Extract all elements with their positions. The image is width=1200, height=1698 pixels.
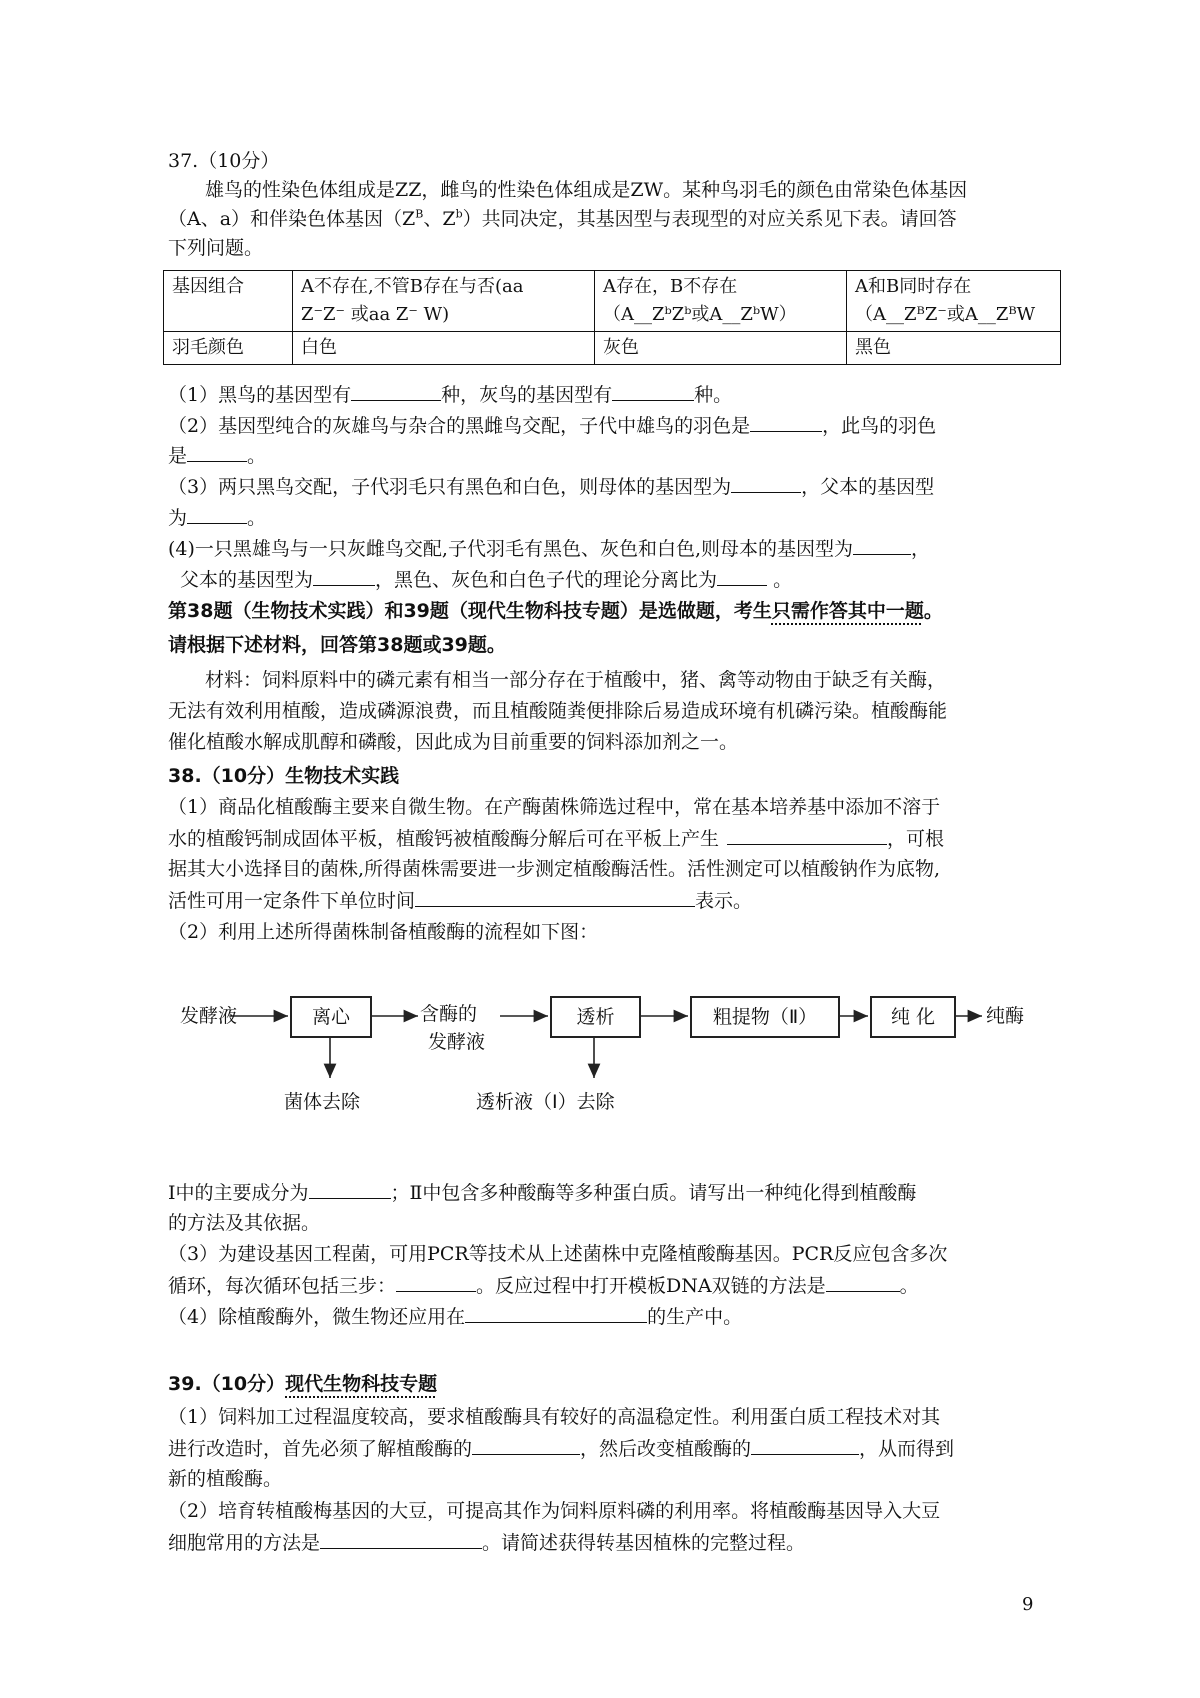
table-cell: 灰色 [595, 332, 847, 365]
flow-node-centrifuge: 离心 [290, 996, 372, 1038]
answer-blank[interactable] [826, 1271, 900, 1292]
flow-node-enzyme-broth-1: 含酶的 [420, 1003, 478, 1025]
flow-node-purify: 纯 化 [870, 996, 956, 1038]
answer-blank[interactable] [731, 472, 801, 493]
answer-blank[interactable] [717, 565, 767, 586]
table-cell: 白色 [293, 332, 595, 365]
answer-blank[interactable] [187, 441, 247, 462]
q37-part1: （1）黑鸟的基因型有 种，灰鸟的基因型有 种。 [168, 380, 1048, 409]
q38-part1-line3: 据其大小选择目的菌株,所得菌株需要进一步测定植酸酶活性。活性测定可以植酸钠作为底物, [168, 858, 941, 880]
q37-part4-line2: 父本的基因型为 ，黑色、灰色和白色子代的理论分离比为 。 [180, 565, 1060, 594]
q39-part2-line2: 细胞常用的方法是 。请简述获得转基因植株的完整过程。 [168, 1528, 1048, 1557]
q37-part3-line2: 为 。 [168, 503, 1048, 532]
q38-part2-intro: （2）利用上述所得菌株制备植酸酶的流程如下图： [168, 921, 599, 943]
material-line3: 催化植酸水解成肌醇和磷酸，因此成为目前重要的饲料添加剂之一。 [168, 731, 739, 753]
q38-part2-line3: 的方法及其依据。 [168, 1212, 321, 1234]
q38-part1-line1: （1）商品化植酸酶主要来自微生物。在产酶菌株筛选过程中，常在基本培养基中添加不溶于 [168, 796, 941, 818]
answer-blank[interactable] [313, 565, 375, 586]
q38-part1-line2: 水的植酸钙制成固体平板，植酸钙被植酸酶分解后可在平板上产生 ，可根 [168, 824, 1048, 853]
elective-notice-line2: 请根据下述材料，回答第38题或39题。 [168, 634, 506, 656]
material-line2: 无法有效利用植酸，造成磷源浪费，而且植酸随粪便排除后易造成环境有机磷污染。植酸酶能 [168, 700, 948, 722]
answer-blank[interactable] [853, 534, 911, 555]
table-row [164, 271, 1061, 332]
answer-blank[interactable] [309, 1178, 391, 1199]
material-line1: 材料：饲料原料中的磷元素有相当一部分存在于植酸中，猪、禽等动物由于缺乏有关酶， [205, 669, 947, 691]
q37-intro-line3: 下列问题。 [168, 237, 264, 259]
flow-output-cells-removed: 菌体去除 [284, 1091, 361, 1113]
q39-part1-line2: 进行改造时，首先必须了解植酸酶的 ，然后改变植酸酶的 ，从而得到 [168, 1434, 1048, 1463]
q39-part2-line1: （2）培育转植酸梅基因的大豆，可提高其作为饲料原料磷的利用率。将植酸酶基因导入大豆 [168, 1500, 941, 1522]
table-cell: A和B同时存在 （A__ZᴮZ⁻或A__ZᴮW [847, 271, 1061, 332]
q38-part3-line1: （3）为建设基因工程菌，可用PCR等技术从上述菌株中克隆植酸酶基因。PCR反应包含多次 [168, 1243, 948, 1265]
q38-title: 38.（10分）生物技术实践 [168, 765, 400, 787]
flow-output-dialysate-removed: 透析液（Ⅰ）去除 [476, 1091, 615, 1113]
q37-intro-line1: 雄鸟的性染色体组成是ZZ，雌鸟的性染色体组成是ZW。某种鸟羽毛的颜色由常染色体基因 [205, 179, 968, 201]
table-cell: 基因组合 [164, 271, 293, 332]
answer-blank[interactable] [465, 1302, 647, 1323]
answer-blank[interactable] [750, 411, 822, 432]
table-cell: A存在，B不存在 （A__ZᵇZᵇ或A__ZᵇW） [595, 271, 847, 332]
answer-blank[interactable] [612, 380, 694, 401]
answer-blank[interactable] [415, 886, 695, 907]
q38-part3-line2: 循环，每次循环包括三步： 。反应过程中打开模板DNA双链的方法是 。 [168, 1271, 1048, 1300]
flow-node-pure-enzyme: 纯酶 [986, 1005, 1025, 1027]
answer-blank[interactable] [351, 380, 441, 401]
flow-node-dialysis: 透析 [550, 996, 641, 1038]
answer-blank[interactable] [751, 1434, 859, 1455]
q39-part1-line1: （1）饲料加工过程温度较高，要求植酸酶具有较好的高温稳定性。利用蛋白质工程技术对其 [168, 1406, 941, 1428]
answer-blank[interactable] [727, 824, 887, 845]
q39-title: 39.（10分）现代生物科技专题 [168, 1373, 438, 1395]
q37-part4-line1: (4)一只黑雄鸟与一只灰雌鸟交配,子代羽毛有黑色、灰色和白色,则母本的基因型为 ， [168, 534, 1048, 563]
table-cell: 羽毛颜色 [164, 332, 293, 365]
table-row [164, 332, 1061, 365]
q37-part2-line2: 是 。 [168, 441, 1048, 470]
q37-part3-line1: （3）两只黑鸟交配，子代羽毛只有黑色和白色，则母体的基因型为 ，父本的基因型 [168, 472, 1048, 501]
q38-part1-line4: 活性可用一定条件下单位时间 表示。 [168, 886, 1048, 915]
answer-blank[interactable] [472, 1434, 580, 1455]
q37-title: 37.（10分） [168, 150, 280, 172]
elective-notice-line1: 第38题（生物技术实践）和39题（现代生物科技专题）是选做题，考生只需作答其中一题。 [168, 600, 943, 622]
q38-part2-line2: Ⅰ中的主要成分为 ；Ⅱ中包含多种酸酶等多种蛋白质。请写出一种纯化得到植酸酶 [168, 1178, 1048, 1207]
q38-part4: （4）除植酸酶外，微生物还应用在 的生产中。 [168, 1302, 1048, 1331]
flow-node-broth: 发酵液 [180, 1005, 238, 1027]
page-number: 9 [1022, 1594, 1034, 1615]
genotype-table [163, 270, 1061, 365]
answer-blank[interactable] [187, 503, 247, 524]
q39-part1-line3: 新的植酸酶。 [168, 1468, 283, 1490]
answer-blank[interactable] [320, 1528, 482, 1549]
q37-intro-line2: （A、a）和伴染色体基因（$Z^B$、$Z^b$）共同决定，其基因型与表现型的对应关系见下表。请回答 [168, 207, 957, 230]
flow-node-enzyme-broth-2: 发酵液 [428, 1031, 486, 1053]
enzyme-flowchart [180, 985, 1060, 1135]
answer-blank[interactable] [396, 1271, 476, 1292]
table-cell: 黑色 [847, 332, 1061, 365]
q37-part2-line1: （2）基因型纯合的灰雄鸟与杂合的黑雌鸟交配，子代中雄鸟的羽色是 ，此鸟的羽色 [168, 411, 1048, 440]
flow-node-crude-extract: 粗提物（Ⅱ） [690, 996, 840, 1038]
table-cell: A不存在,不管B存在与否(aa Z⁻Z⁻ 或aa Z⁻ W) [293, 271, 595, 332]
